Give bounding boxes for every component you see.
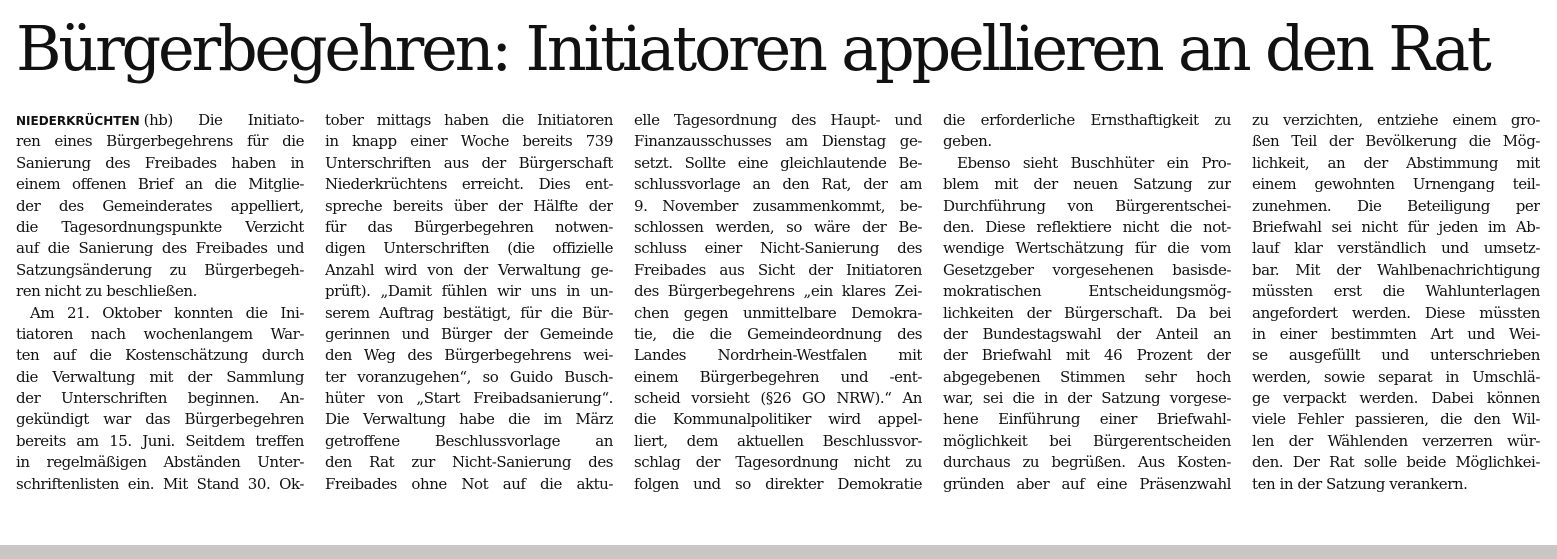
text-line bbox=[943, 388, 1231, 409]
article-column-3 bbox=[634, 110, 922, 520]
line-text: die Verwaltung mit der Sammlung bbox=[16, 367, 304, 386]
line-text: müssten erst die Wahlunterlagen bbox=[1252, 282, 1540, 301]
line-text: Freibades aus Sicht der Initiatoren bbox=[634, 260, 922, 279]
text-line bbox=[943, 131, 1231, 152]
line-text: ge verpackt werden. Dabei können bbox=[1252, 389, 1540, 408]
line-text: 9. November zusammenkommt, be- bbox=[634, 196, 922, 215]
line-text: in regelmäßigen Abständen Unter- bbox=[16, 453, 304, 472]
line-text: Anzahl wird von der Verwaltung ge- bbox=[325, 260, 613, 279]
text-line bbox=[943, 153, 1231, 174]
text-line bbox=[1252, 474, 1540, 495]
line-text: mokratischen Entscheidungsmög- bbox=[943, 282, 1231, 301]
line-text: Sanierung des Freibades haben in bbox=[16, 153, 304, 172]
text-line bbox=[1252, 131, 1540, 152]
text-line bbox=[16, 345, 304, 366]
line-text: folgen und so direkter Demokratie bbox=[634, 474, 922, 493]
text-line bbox=[634, 110, 922, 131]
text-line bbox=[16, 260, 304, 281]
text-line bbox=[943, 409, 1231, 430]
article-column-1 bbox=[16, 110, 304, 520]
line-text: schlussvorlage an den Rat, der am bbox=[634, 175, 922, 194]
line-text: den. Diese reflektiere nicht die not- bbox=[943, 217, 1231, 236]
line-text: scheid vorsieht (§26 GO NRW).“ An bbox=[634, 389, 922, 408]
line-text: Freibades ohne Not auf die aktu- bbox=[325, 474, 613, 493]
text-line bbox=[1252, 196, 1540, 217]
text-line bbox=[1252, 345, 1540, 366]
line-text: für das Bürgerbegehren notwen- bbox=[325, 217, 613, 236]
line-text: bereits am 15. Juni. Seitdem treffen bbox=[16, 431, 304, 450]
text-line bbox=[16, 281, 304, 302]
page-bottom-bar bbox=[0, 545, 1557, 559]
text-line bbox=[16, 303, 304, 324]
text-line bbox=[16, 431, 304, 452]
line-text: getroffene Beschlussvorlage an bbox=[325, 431, 613, 450]
line-text: des Bürgerbegehrens „ein klares Zei- bbox=[634, 282, 922, 301]
text-line bbox=[943, 238, 1231, 259]
line-text: schlossen werden, so wäre der Be- bbox=[634, 217, 922, 236]
line-text: setzt. Sollte eine gleichlautende Be- bbox=[634, 153, 922, 172]
line-text: ter voranzugehen“, so Guido Busch- bbox=[325, 367, 613, 386]
line-text: einem Bürgerbegehren und -ent- bbox=[634, 367, 922, 386]
line-text: zu verzichten, entziehe einem gro- bbox=[1252, 111, 1540, 129]
line-text: abgegebenen Stimmen sehr hoch bbox=[943, 367, 1231, 386]
line-text: der Bundestagswahl der Anteil an bbox=[943, 324, 1231, 343]
text-line bbox=[943, 474, 1231, 495]
text-line bbox=[16, 452, 304, 473]
line-text: werden, sowie separat in Umschlä- bbox=[1252, 367, 1540, 386]
article-column-2 bbox=[325, 110, 613, 520]
line-text: ßen Teil der Bevölkerung die Mög- bbox=[1252, 132, 1540, 151]
text-line bbox=[325, 281, 613, 302]
line-text: gründen aber auf eine Präsenzwahl bbox=[943, 474, 1231, 493]
line-text: Niederkrüchtens erreicht. Dies ent- bbox=[325, 175, 613, 194]
line-text: se ausgefüllt und unterschrieben bbox=[1252, 346, 1540, 365]
line-text: schlag der Tagesordnung nicht zu bbox=[634, 453, 922, 472]
text-line bbox=[325, 131, 613, 152]
text-line bbox=[16, 217, 304, 238]
line-text: geben. bbox=[943, 132, 992, 151]
text-line bbox=[634, 131, 922, 152]
text-line bbox=[634, 281, 922, 302]
line-text: auf die Sanierung des Freibades und bbox=[16, 239, 304, 258]
text-line bbox=[16, 238, 304, 259]
line-text: die erforderliche Ernsthaftigkeit zu bbox=[943, 111, 1231, 129]
line-text: lauf klar verständlich und umsetz- bbox=[1252, 239, 1540, 258]
line-text: tober mittags haben die Initiatoren bbox=[325, 111, 613, 129]
line-text: ten in der Satzung verankern. bbox=[1252, 474, 1468, 493]
line-text: Ebenso sieht Buschhüter ein Pro- bbox=[957, 153, 1231, 172]
text-line bbox=[634, 174, 922, 195]
text-line bbox=[1252, 431, 1540, 452]
line-text: war, sei die in der Satzung vorgese- bbox=[943, 389, 1231, 408]
line-text: Gesetzgeber vorgesehenen basisde- bbox=[943, 260, 1231, 279]
line-text: den Weg des Bürgerbegehrens wei- bbox=[325, 346, 613, 365]
line-text: schluss einer Nicht-Sanierung des bbox=[634, 239, 922, 258]
text-line bbox=[1252, 217, 1540, 238]
line-text: Die Verwaltung habe die im März bbox=[325, 410, 613, 429]
text-line bbox=[325, 431, 613, 452]
line-text: Am 21. Oktober konnten die Ini- bbox=[30, 303, 304, 322]
text-line bbox=[16, 409, 304, 430]
line-text: digen Unterschriften (die offizielle bbox=[325, 239, 613, 258]
line-text: hüter von „Start Freibadsanierung“. bbox=[325, 389, 613, 408]
line-text: gekündigt war das Bürgerbegehren bbox=[16, 410, 304, 429]
line-text: Landes Nordrhein-Westfalen mit bbox=[634, 346, 922, 365]
line-text: in einer bestimmten Art und Wei- bbox=[1252, 324, 1540, 343]
text-line bbox=[1252, 367, 1540, 388]
line-text: der des Gemeinderates appelliert, bbox=[16, 196, 304, 215]
line-text: angefordert werden. Diese müssten bbox=[1252, 303, 1540, 322]
line-text: len der Wählenden verzerren wür- bbox=[1252, 431, 1540, 450]
line-text: Briefwahl sei nicht für jeden im Ab- bbox=[1252, 217, 1540, 236]
line-text: lichkeiten der Bürgerschaft. Da bei bbox=[943, 303, 1231, 322]
text-line bbox=[943, 110, 1231, 131]
line-text: wendige Wertschätzung für die vom bbox=[943, 239, 1231, 258]
text-line bbox=[1252, 303, 1540, 324]
line-text: ten auf die Kostenschätzung durch bbox=[16, 346, 304, 365]
line-text: Durchführung von Bürgerentschei- bbox=[943, 196, 1231, 215]
line-text: möglichkeit bei Bürgerentscheiden bbox=[943, 431, 1231, 450]
text-line bbox=[325, 409, 613, 430]
line-text: Satzungsänderung zu Bürgerbegeh- bbox=[16, 260, 304, 279]
text-line bbox=[16, 367, 304, 388]
text-line bbox=[634, 409, 922, 430]
article-column-5 bbox=[1252, 110, 1540, 520]
text-line bbox=[325, 110, 613, 131]
text-line bbox=[1252, 409, 1540, 430]
line-text: ren eines Bürgerbegehrens für die bbox=[16, 132, 304, 151]
text-line bbox=[1252, 174, 1540, 195]
text-line bbox=[1252, 238, 1540, 259]
text-line bbox=[325, 217, 613, 238]
text-line bbox=[1252, 260, 1540, 281]
text-line bbox=[634, 474, 922, 495]
line-text: den. Der Rat solle beide Möglichkei- bbox=[1252, 453, 1540, 472]
dateline: NIEDERKRÜCHTEN bbox=[16, 114, 140, 128]
text-line bbox=[16, 474, 304, 495]
text-line bbox=[943, 324, 1231, 345]
text-line bbox=[16, 131, 304, 152]
line-text: liert, dem aktuellen Beschlussvor- bbox=[634, 431, 922, 450]
text-line bbox=[634, 324, 922, 345]
text-line bbox=[943, 174, 1231, 195]
text-line bbox=[1252, 388, 1540, 409]
text-line bbox=[943, 196, 1231, 217]
line-text: spreche bereits über der Hälfte der bbox=[325, 196, 613, 215]
text-line bbox=[16, 110, 304, 131]
line-text: lichkeit, an der Abstimmung mit bbox=[1252, 153, 1540, 172]
line-text: durchaus zu begrüßen. Aus Kosten- bbox=[943, 453, 1231, 472]
text-line bbox=[634, 388, 922, 409]
text-line bbox=[634, 217, 922, 238]
text-line bbox=[325, 388, 613, 409]
text-line bbox=[1252, 452, 1540, 473]
text-line bbox=[634, 345, 922, 366]
text-line bbox=[325, 474, 613, 495]
text-line bbox=[325, 452, 613, 473]
article-body bbox=[16, 110, 1541, 520]
text-line bbox=[325, 196, 613, 217]
text-line bbox=[943, 217, 1231, 238]
text-line bbox=[325, 324, 613, 345]
text-line bbox=[943, 452, 1231, 473]
text-line bbox=[634, 367, 922, 388]
line-text: gerinnen und Bürger der Gemeinde bbox=[325, 324, 613, 343]
text-line bbox=[943, 345, 1231, 366]
text-line bbox=[16, 196, 304, 217]
text-line bbox=[1252, 324, 1540, 345]
line-text: blem mit der neuen Satzung zur bbox=[943, 175, 1231, 194]
text-line bbox=[325, 260, 613, 281]
text-line bbox=[634, 431, 922, 452]
text-line bbox=[634, 303, 922, 324]
text-line bbox=[325, 174, 613, 195]
line-text: einem offenen Brief an die Mitglie- bbox=[16, 175, 304, 194]
text-line bbox=[325, 238, 613, 259]
text-line bbox=[634, 238, 922, 259]
text-line bbox=[325, 367, 613, 388]
article-column-4 bbox=[943, 110, 1231, 520]
text-line bbox=[943, 303, 1231, 324]
text-line bbox=[634, 260, 922, 281]
line-text: prüft). „Damit fühlen wir uns in un- bbox=[325, 282, 613, 301]
line-text: bar. Mit der Wahlbenachrichtigung bbox=[1252, 260, 1540, 279]
line-text: Finanzausschusses am Dienstag ge- bbox=[634, 132, 922, 151]
text-line bbox=[1252, 153, 1540, 174]
text-line bbox=[634, 452, 922, 473]
text-line bbox=[16, 388, 304, 409]
line-text: elle Tagesordnung des Haupt- und bbox=[634, 111, 922, 129]
text-line bbox=[16, 153, 304, 174]
line-text: chen gegen unmittelbare Demokra- bbox=[634, 303, 922, 322]
line-text: der Unterschriften beginnen. An- bbox=[16, 389, 304, 408]
text-line bbox=[634, 196, 922, 217]
line-text: den Rat zur Nicht-Sanierung des bbox=[325, 453, 613, 472]
text-line bbox=[943, 431, 1231, 452]
text-line bbox=[16, 324, 304, 345]
text-line bbox=[634, 153, 922, 174]
line-text: schriftenlisten ein. Mit Stand 30. Ok- bbox=[16, 474, 304, 493]
text-line bbox=[943, 260, 1231, 281]
text-line bbox=[943, 367, 1231, 388]
line-text: viele Fehler passieren, die den Wil- bbox=[1252, 410, 1540, 429]
text-line bbox=[16, 174, 304, 195]
text-line bbox=[325, 345, 613, 366]
text-line bbox=[1252, 110, 1540, 131]
line-text: der Briefwahl mit 46 Prozent der bbox=[943, 346, 1231, 365]
headline: Bürgerbegehren: Initiatoren appellieren an den Rat bbox=[16, 12, 1489, 85]
line-text: Unterschriften aus der Bürgerschaft bbox=[325, 153, 613, 172]
line-text: tiatoren nach wochenlangem War- bbox=[16, 324, 304, 343]
text-line bbox=[325, 303, 613, 324]
line-text: hene Einführung einer Briefwahl- bbox=[943, 410, 1231, 429]
text-line bbox=[943, 281, 1231, 302]
text-line bbox=[325, 153, 613, 174]
line-text: ren nicht zu beschließen. bbox=[16, 282, 197, 301]
line-text: (hb) Die Initiato- bbox=[143, 111, 304, 129]
line-text: die Tagesordnungspunkte Verzicht bbox=[16, 217, 304, 236]
line-text: einem gewohnten Urnengang teil- bbox=[1252, 175, 1540, 194]
line-text: serem Auftrag bestätigt, für die Bür- bbox=[325, 303, 613, 322]
line-text: in knapp einer Woche bereits 739 bbox=[325, 132, 613, 151]
line-text: zunehmen. Die Beteiligung per bbox=[1252, 196, 1540, 215]
text-line bbox=[1252, 281, 1540, 302]
line-text: die Kommunalpolitiker wird appel- bbox=[634, 410, 922, 429]
line-text: tie, die die Gemeindeordnung des bbox=[634, 324, 922, 343]
